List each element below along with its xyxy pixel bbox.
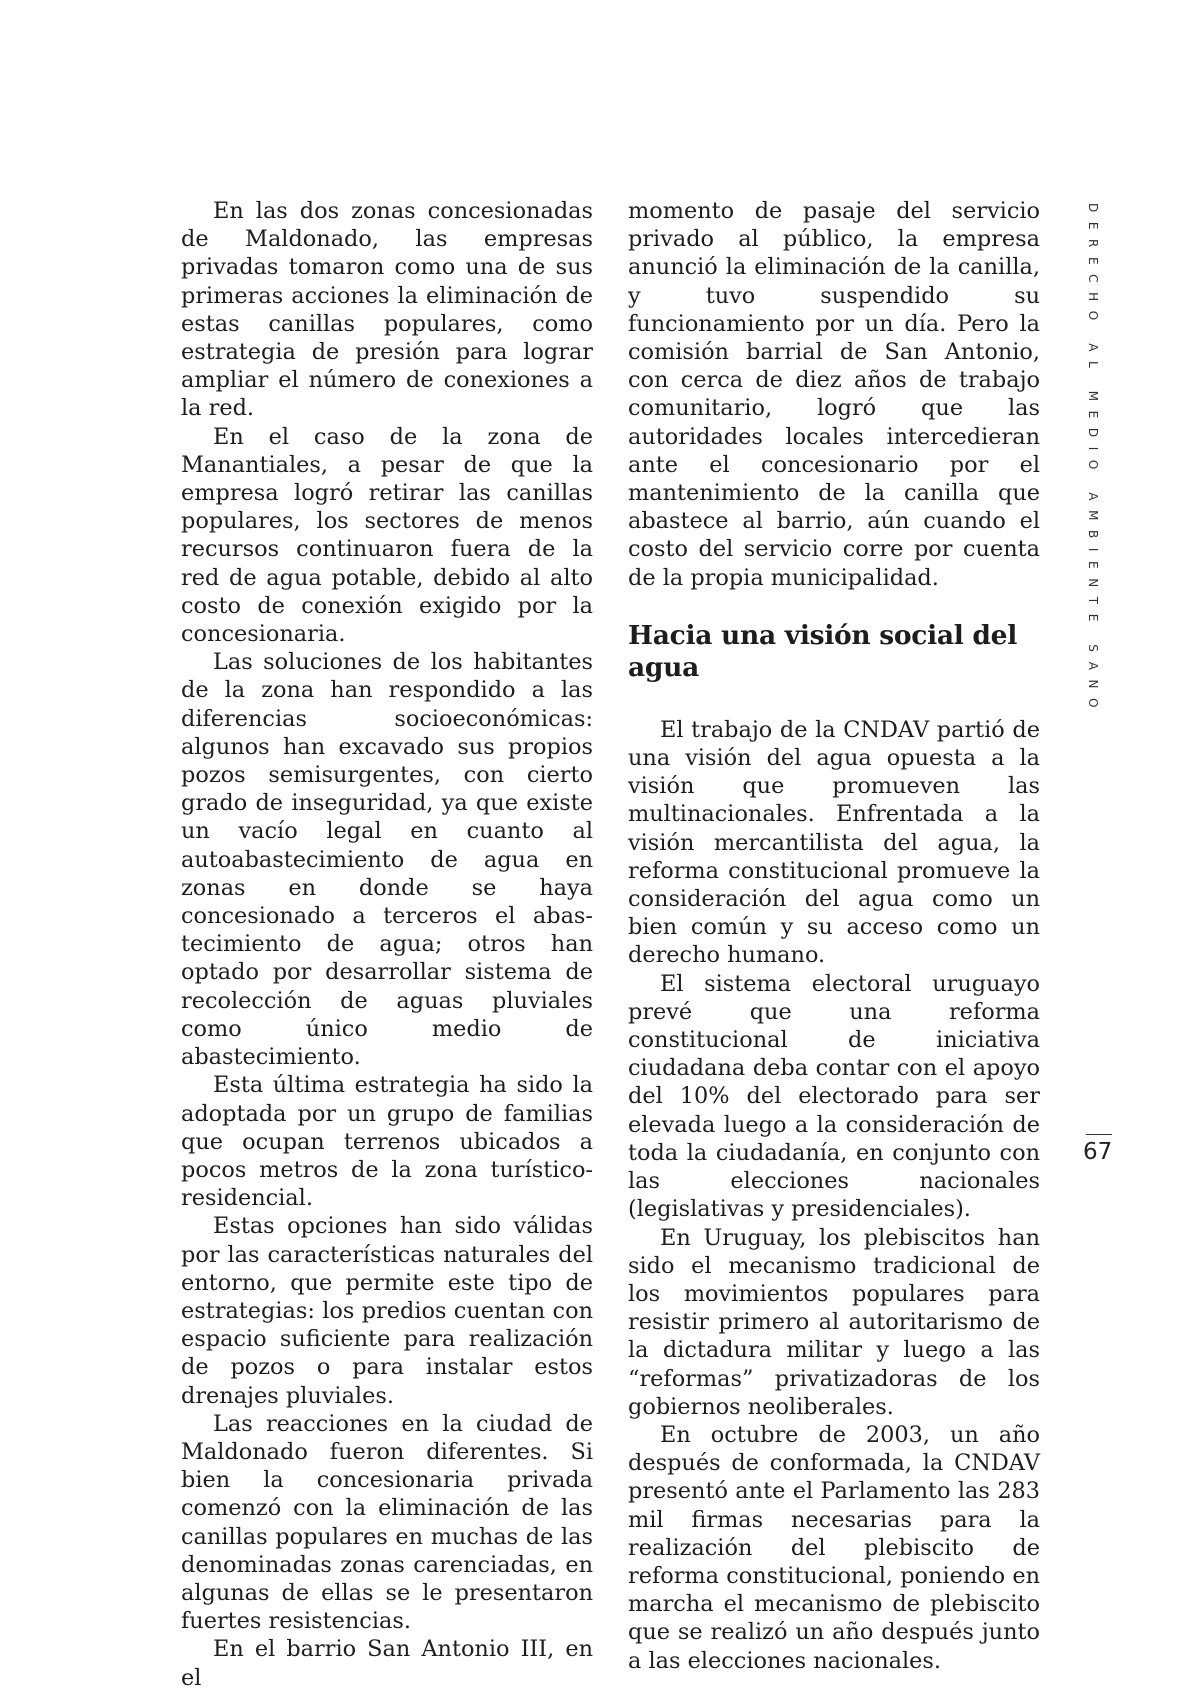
body-paragraph: En octubre de 2003, un año después de conformada, la CNDAV presentó ante el Parlamento las 283 mil firmas necesarias para la realización del plebiscito de reforma constitucional, poniendo en marcha el mecanismo de plebiscito que se realizó un año después junto a las elecciones nacionales. xyxy=(628,1421,1040,1674)
body-paragraph: Esta última estrategia ha sido la adoptada por un grupo de familias que ocupan terrenos ubicados a pocos metros de la zona turístico-residencial. xyxy=(181,1072,593,1212)
page-number-rule xyxy=(1086,1134,1112,1135)
body-paragraph: Las reacciones en la ciudad de Maldonado fueron diferentes. Si bien la concesionaria privada comenzó con la eliminación de las canillas populares en muchas de las denominadas zonas carenciadas, en algunas de ellas se le presentaron fuertes resistencias. xyxy=(181,1410,593,1635)
right-column xyxy=(628,197,1040,1675)
body-paragraph: El sistema electoral uruguayo prevé que una reforma constitucional de iniciativa ciudadana deba contar con el apoyo del 10% del electorado para ser elevada luego a la consideración de toda la ciudadanía, en conjunto con las elecciones nacionales (legislativas y presidenciales). xyxy=(628,970,1040,1223)
left-column xyxy=(181,197,593,1692)
body-paragraph: En el caso de la zona de Manantiales, a pesar de que la empresa logró retirar las canillas populares, los sectores de menos recursos continuaron fuera de la red de agua potable, debido al alto costo de conexión exigido por la concesionaria. xyxy=(181,423,593,648)
body-paragraph: El trabajo de la CNDAV partió de una visión del agua opuesta a la visión que promueven las multinacionales. Enfrentada a la visión mercantilista del agua, la reforma constitucional promueve la consideración del agua como un bien común y su acceso como un derecho humano. xyxy=(628,716,1040,969)
body-paragraph: Las soluciones de los habitantes de la zona han respondido a las diferencias socioeconómicas: algunos han excavado sus propios pozos semisurgentes, con cierto grado de inseguridad, ya que existe un vacío legal en cuanto al autoabastecimiento de agua en zonas en donde se haya concesionado a terceros el abastecimiento de agua; otros han optado por desarrollar sistema de recolección de aguas pluviales como único medio de abastecimiento. xyxy=(181,649,593,1071)
continued-paragraph: momento de pasaje del servicio privado al público, la empresa anunció la eliminación de la canilla, y tuvo suspendido su funcionamiento por un día. Pero la comisión barrial de San Antonio, con cerca de diez años de trabajo comunitario, logró que las autoridades locales intercedieran ante el concesionario por el mantenimiento de la canilla que abastece al barrio, aún cuando el costo del servicio corre por cuenta de la propia municipalidad. xyxy=(628,198,1040,591)
section-heading: Hacia una visión social del agua xyxy=(628,619,1017,683)
running-head: DERECHO AL MEDIO AMBIENTE SANO xyxy=(1086,203,1100,718)
body-paragraph: Estas opciones han sido válidas por las características naturales del entorno, que permite este tipo de estrategias: los predios cuentan con espacio suficiente para realización de pozos o para instalar estos drenajes pluviales. xyxy=(181,1213,593,1409)
page-number: 67 xyxy=(1083,1139,1113,1165)
body-paragraph: En las dos zonas concesionadas de Maldonado, las empresas privadas tomaron como una de sus primeras acciones la eliminación de estas canillas populares, como estrategia de presión para lograr ampliar el número de conexiones a la red. xyxy=(181,198,593,422)
body-paragraph: En el barrio San Antonio III, en el xyxy=(181,1636,593,1691)
body-paragraph: En Uruguay, los plebiscitos han sido el mecanismo tradicional de los movimientos populares para resistir primero al autoritarismo de la dictadura militar y luego a las “reformas” privatizadoras de los gobiernos neoliberales. xyxy=(628,1224,1040,1420)
